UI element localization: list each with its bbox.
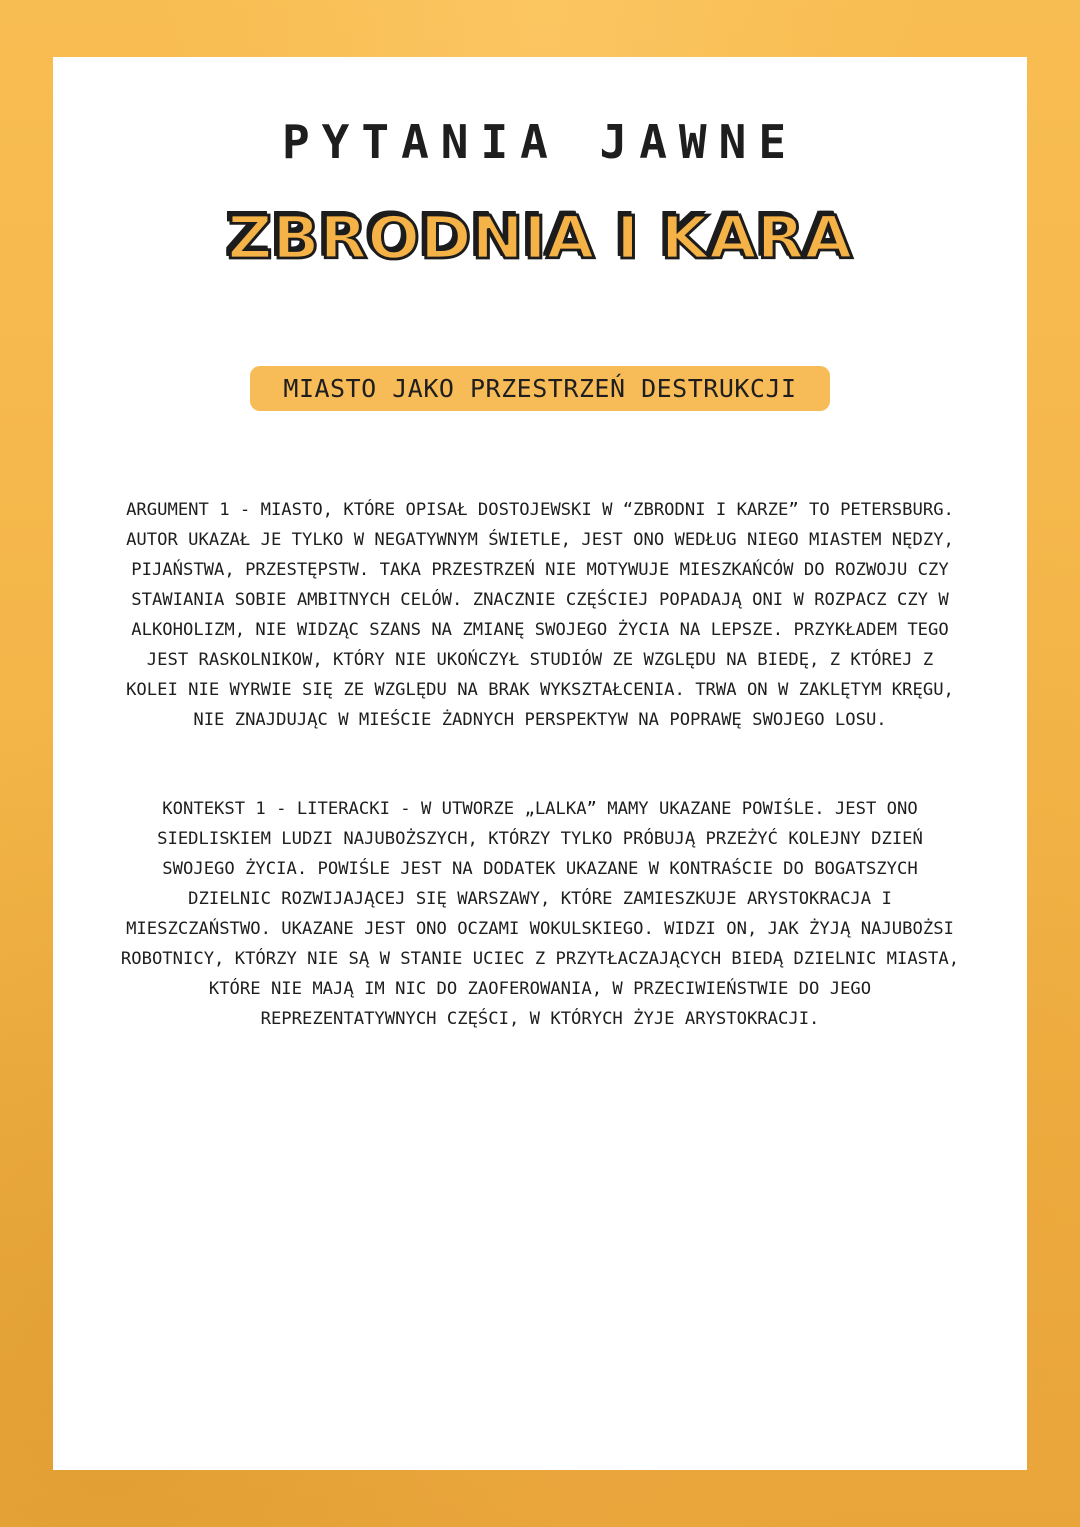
argument-line: AUTOR UKAZAŁ JE TYLKO W NEGATYWNYM ŚWIETLE, JEST ONO WEDŁUG NIEGO MIASTEM NĘDZY, [126, 530, 954, 550]
argument-line: NIE ZNAJDUJĄC W MIEŚCIE ŻADNYCH PERSPEKTYW NA POPRAWĘ SWOJEGO LOSU. [193, 710, 887, 730]
argument-line: PIJAŃSTWA, PRZESTĘPSTW. TAKA PRZESTRZEŃ NIE MOTYWUJE MIESZKAŃCÓW DO ROZWOJU CZY [131, 560, 949, 580]
argument-line: ARGUMENT 1 - MIASTO, KTÓRE OPISAŁ DOSTOJEWSKI W “ZBRODNI I KARZE” TO PETERSBURG. [126, 500, 954, 520]
context-paragraph [58, 794, 1022, 1034]
context-line: SWOJEGO ŻYCIA. POWIŚLE JEST NA DODATEK UKAZANE W KONTRAŚCIE DO BOGATSZYCH [162, 859, 918, 879]
argument-line: KOLEI NIE WYRWIE SIĘ ZE WZGLĘDU NA BRAK WYKSZTAŁCENIA. TRWA ON W ZAKLĘTYM KRĘGU, [126, 680, 954, 700]
context-line: MIESZCZAŃSTWO. UKAZANE JEST ONO OCZAMI WOKULSKIEGO. WIDZI ON, JAK ŻYJĄ NAJUBOŻSI [126, 919, 954, 939]
context-line: KTÓRE NIE MAJĄ IM NIC DO ZAOFEROWANIA, W PRZECIWIEŃSTWIE DO JEGO [208, 979, 872, 999]
argument-paragraph [58, 495, 1022, 735]
page-title: PYTANIA JAWNE [281, 115, 799, 169]
argument-line: ALKOHOLIZM, NIE WIDZĄC SZANS NA ZMIANĘ SWOJEGO ŻYCIA NA LEPSZE. PRZYKŁADEM TEGO [131, 620, 949, 640]
context-line: REPREZENTATYWNYCH CZĘŚCI, W KTÓRYCH ŻYJE ARYSTOKRACJI. [260, 1009, 820, 1029]
argument-line: STAWIANIA SOBIE AMBITNYCH CELÓW. ZNACZNIE CZĘŚCIEJ POPADAJĄ ONI W ROZPACZ CZY W [131, 590, 949, 610]
context-line: ROBOTNICY, KTÓRZY NIE SĄ W STANIE UCIEC Z PRZYTŁACZAJĄCYCH BIEDĄ DZIELNIC MIASTA, [120, 949, 960, 969]
context-line: SIEDLISKIEM LUDZI NAJUBOŻSZYCH, KTÓRZY TYLKO PRÓBUJĄ PRZEŻYĆ KOLEJNY DZIEŃ [157, 829, 923, 849]
context-line: KONTEKST 1 - LITERACKI - W UTWORZE „LALKA” MAMY UKAZANE POWIŚLE. JEST ONO [162, 799, 918, 819]
argument-line: JEST RASKOLNIKOW, KTÓRY NIE UKOŃCZYŁ STUDIÓW ZE WZGLĘDU NA BIEDĘ, Z KTÓREJ Z [146, 650, 934, 670]
context-line: DZIELNIC ROZWIJAJĄCEJ SIĘ WARSZAWY, KTÓRE ZAMIESZKUJE ARYSTOKRACJA I [188, 889, 892, 909]
topic-badge: MIASTO JAKO PRZESTRZEŃ DESTRUKCJI [250, 366, 830, 411]
book-title: ZBRODNIA I KARA [227, 202, 853, 273]
